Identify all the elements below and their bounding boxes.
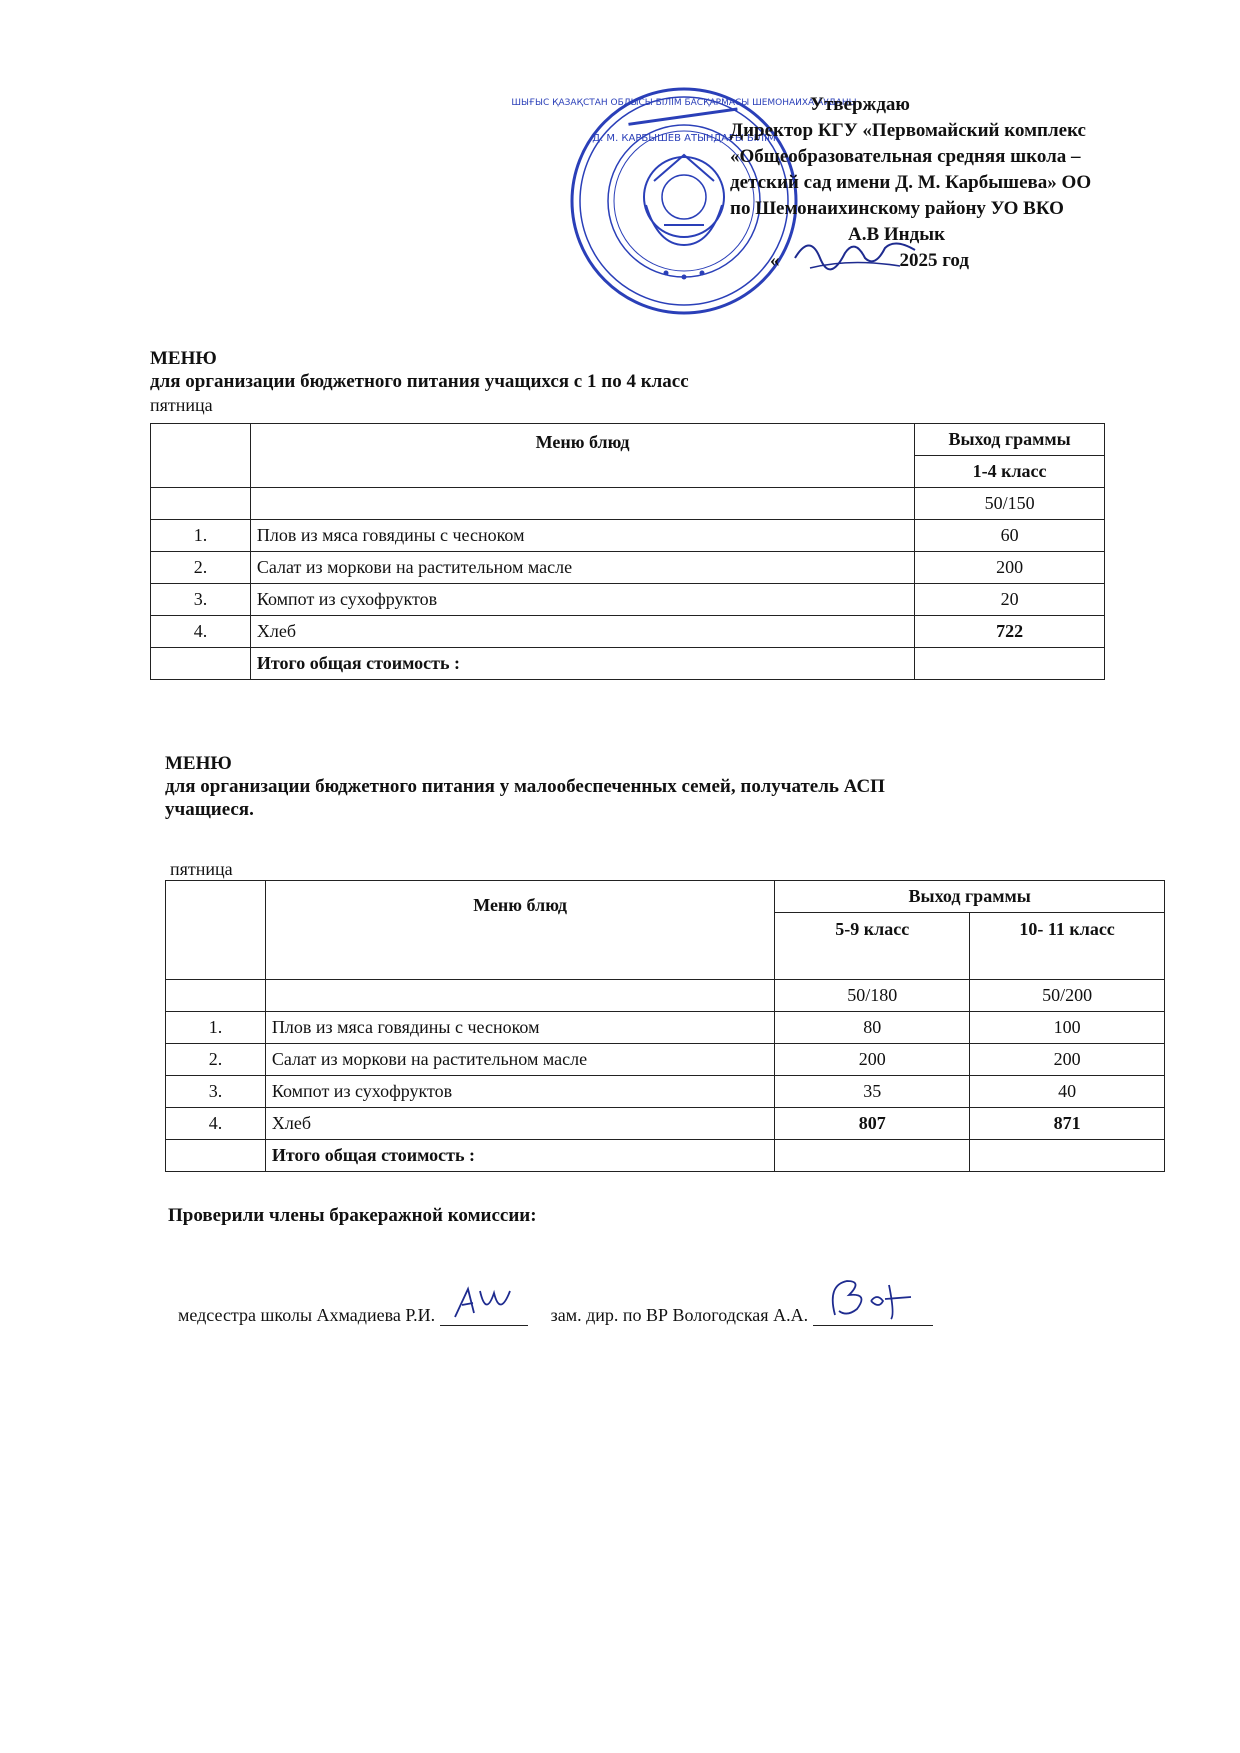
table-row: 50/180 50/200 xyxy=(166,980,1165,1012)
approval-org-line3: по Шемонаихинскому району УО ВКО xyxy=(730,198,1064,219)
table-row: 1. Плов из мяса говядины с чесноком 60 xyxy=(151,520,1105,552)
approval-heading: Утверждаю xyxy=(810,94,910,115)
col-yield-header: Выход граммы xyxy=(775,881,1165,913)
table-header-row xyxy=(151,424,1105,456)
deputy-name: зам. дир. по ВР Вологодская А.А. xyxy=(550,1305,809,1325)
approval-date: « 2025 год xyxy=(770,250,969,271)
table-row: 3. Компот из сухофруктов 20 xyxy=(151,584,1105,616)
approval-director-name: А.В Индык xyxy=(848,224,946,245)
svg-text:ШЫҒЫС ҚАЗАҚСТАН ОБЛЫСЫ БІЛІМ Б: ШЫҒЫС ҚАЗАҚСТАН ОБЛЫСЫ БІЛІМ БАСҚАРМАСЫ ШЕМОНАИХА АУДАНЫ xyxy=(511,98,857,108)
director-signature-icon xyxy=(790,228,920,278)
table-total-row: Итого общая стоимость : xyxy=(151,648,1105,680)
commission-heading: Проверили члены бракеражной комиссии: xyxy=(168,1205,537,1226)
menu2-subtitle2: учащиеся. xyxy=(165,799,254,820)
col-class2-header: 10- 11 класс xyxy=(970,913,1165,980)
svg-text:Д. М. КАРБЫШЕВ АТЫНДАҒЫ БІЛІМ: Д. М. КАРБЫШЕВ АТЫНДАҒЫ БІЛІМ xyxy=(592,133,776,144)
col-class1-header: 5-9 класс xyxy=(775,913,970,980)
approval-org-line1: «Общеобразовательная средняя школа – xyxy=(730,146,1081,167)
nurse-name: медсестра школы Ахмадиева Р.И. xyxy=(178,1305,436,1325)
approval-position: Директор КГУ «Первомайский комплекс xyxy=(730,120,1086,141)
nurse-signature-icon xyxy=(440,1283,528,1323)
menu2-table xyxy=(165,880,1165,1172)
menu1-table xyxy=(150,423,1105,680)
table-row: 3. Компот из сухофруктов 35 40 xyxy=(166,1076,1165,1108)
menu1-day: пятница xyxy=(150,395,213,415)
table-total-row: Итого общая стоимость : xyxy=(166,1140,1165,1172)
approval-org-line2: детский сад имени Д. М. Карбышева» ОО xyxy=(730,172,1092,193)
commission-signatures xyxy=(178,1295,933,1326)
menu2-title: МЕНЮ xyxy=(165,753,232,774)
col-yield-header: Выход граммы xyxy=(915,424,1105,456)
menu2-subtitle: для организации бюджетного питания у малообеспеченных семей, получатель АСП xyxy=(165,776,885,797)
menu1-subtitle: для организации бюджетного питания учащихся с 1 по 4 класс xyxy=(150,371,689,392)
col-dish-header: Меню блюд xyxy=(265,881,774,980)
table-row: 2. Салат из моркови на растительном масле 200 xyxy=(151,552,1105,584)
nurse-signature-line xyxy=(440,1295,528,1326)
table-row: 50/150 xyxy=(151,488,1105,520)
table-row: 2. Салат из моркови на растительном масле 200 200 xyxy=(166,1044,1165,1076)
table-row: 1. Плов из мяса говядины с чесноком 80 100 xyxy=(166,1012,1165,1044)
col-class-header: 1-4 класс xyxy=(915,456,1105,488)
table-row: 4. Хлеб 807 871 xyxy=(166,1108,1165,1140)
table-row: 4. Хлеб 722 xyxy=(151,616,1105,648)
col-dish-header: Меню блюд xyxy=(250,424,914,488)
menu2-day: пятница xyxy=(170,859,233,879)
table-header-row xyxy=(166,881,1165,913)
deputy-signature-icon xyxy=(813,1275,933,1323)
menu1-title: МЕНЮ xyxy=(150,348,217,369)
deputy-signature-line xyxy=(813,1295,933,1326)
